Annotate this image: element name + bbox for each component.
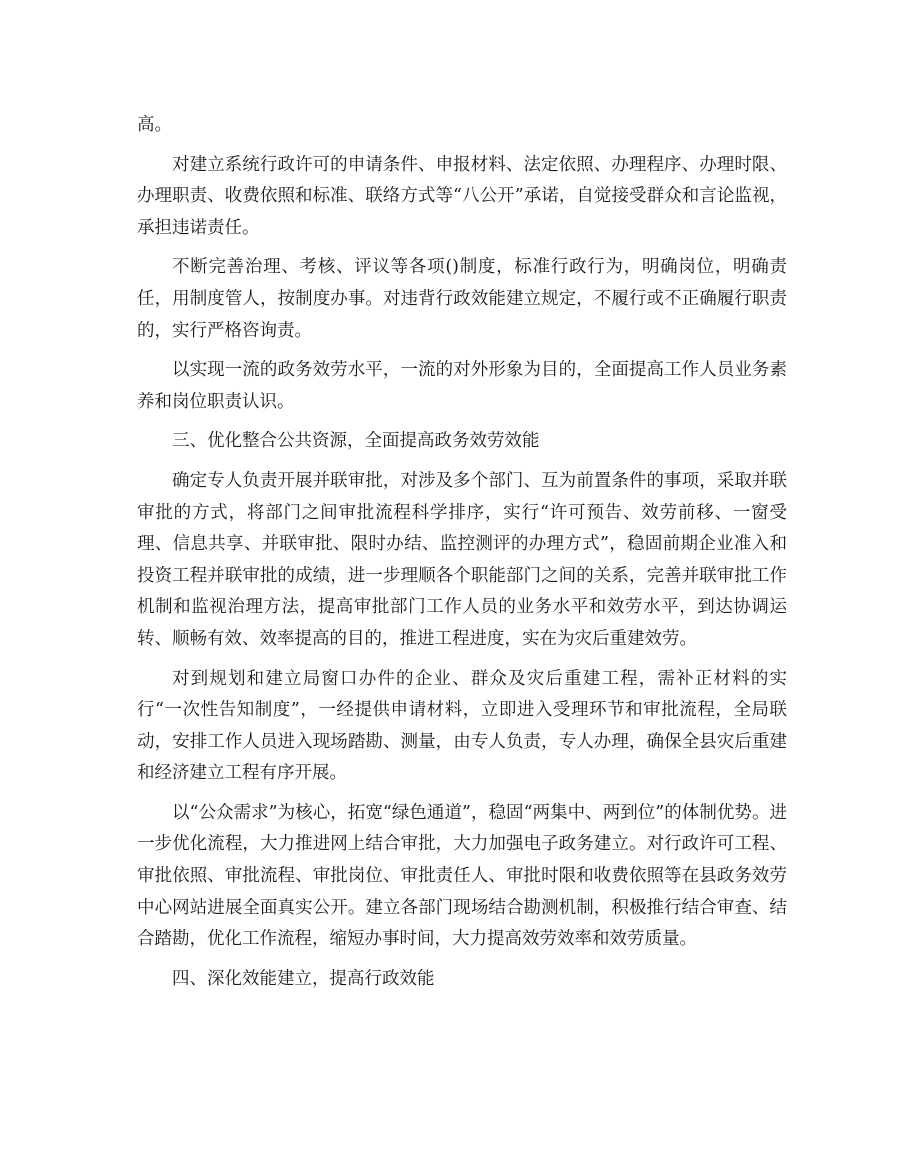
document-body [137,110,787,1003]
paragraph-eight-disclosures: 对建立系统行政许可的申请条件、申报材料、法定依照、办理程序、办理时限、办理职责、收费依照和标准、联络方式等“八公开”承诺，自觉接受群众和言论监视，承担违诺责任。 [137,154,787,238]
paragraph-system-improvement: 不断完善治理、考核、评议等各项()制度，标准行政行为，明确岗位，明确责任，用制度管人，按制度办事。对违背行政效能建立规定，不履行或不正确履行职责的，实行严格咨询责。 [137,257,787,341]
paragraph-parallel-approval: 确定专人负责开展并联审批，对涉及多个部门、互为前置条件的事项，采取并联审批的方式，将部门之间审批流程科学排序，实行“许可预告、效劳前移、一窗受理、信息共享、并联审批、限时办结、监控测评的办理方式”，稳固前期企业准入和投资工程并联审批的成绩，进一步理顺各个职能部门之间的关系，完善并联审批工作机制和监视治理方法，提高审批部门工作人员的业务水平和效劳水平，到达协调运转、顺畅有效、效率提高的目的，推进工程进度，实在为灾后重建效劳。 [137,470,787,649]
paragraph-continuation: 高。 [137,115,172,135]
section-heading-3: 三、优化整合公共资源，全面提高政务效劳效能 [172,431,540,452]
paragraph-one-time-notice: 对到规划和建立局窗口办件的企业、群众及灾后重建工程，需补正材料的实行“一次性告知制度”，一经提供申请材料，立即进入受理环节和审批流程，全局联动，安排工作人员进入现场踏勘、测量，由专人负责，专人办理，确保全县灾后重建和经济建立工程有序开展。 [137,668,787,784]
section-heading-4: 四、深化效能建立，提高行政效能 [172,968,435,989]
paragraph-public-demand: 以“公众需求”为核心，拓宽“绿色通道”，稳固“两集中、两到位”的体制优势。进一步优化流程，大力推进网上结合审批，大力加强电子政务建立。对行政许可工程、审批依照、审批流程、审批岗位、审批责任人、审批时限和收费依照等在县政务效劳中心网站进展全面真实公开。建立各部门现场结合勘测机制，积极推行结合审查、结合踏勘，优化工作流程，缩短办事时间，大力提高效劳效率和效劳质量。 [137,802,787,950]
paragraph-service-level: 以实现一流的政务效劳水平，一流的对外形象为目的，全面提高工作人员业务素养和岗位职责认识。 [137,360,787,412]
